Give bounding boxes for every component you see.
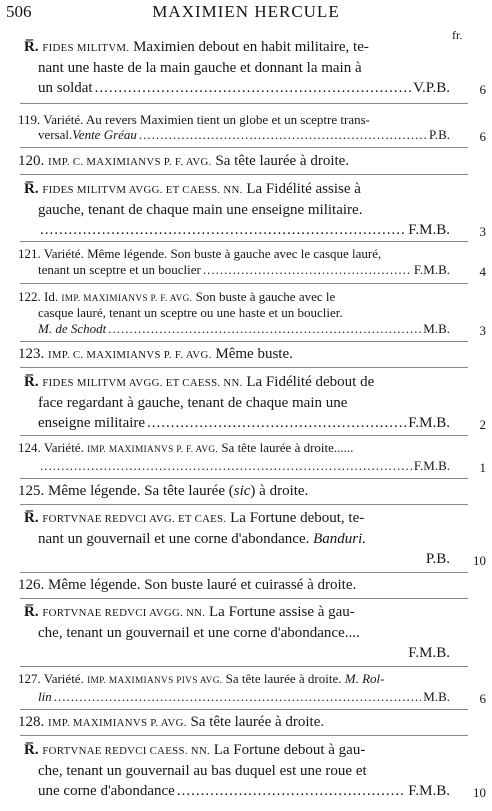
price-value: 10 bbox=[473, 553, 486, 568]
entry-separator bbox=[20, 709, 468, 710]
text-line: nant un gouvernail et une corne d'abondance. Banduri. bbox=[38, 531, 367, 547]
text-line: R̅. FORTVNAE REDVCI CAESS. NN. La Fortune debout à gau- bbox=[24, 742, 366, 758]
text-line: 122. Id. IMP. MAXIMIANVS P. F. AVG. Son buste à gauche avec le bbox=[18, 289, 336, 304]
text-line: ..... F.M.B. bbox=[38, 222, 450, 239]
entry-separator bbox=[20, 367, 468, 368]
entry-separator bbox=[20, 598, 468, 599]
column-label: fr. bbox=[452, 28, 463, 42]
text-line: M. de Schodt ..... M.B. bbox=[38, 321, 450, 337]
text-line: ..... F.M.B. bbox=[38, 458, 450, 474]
page-number: 506 bbox=[6, 2, 32, 21]
entry-separator bbox=[20, 504, 468, 505]
text-line: 120. IMP. C. MAXIMIANVS P. F. AVG. Sa tête laurée à droite. bbox=[18, 153, 350, 169]
text-line: P.B. bbox=[425, 551, 450, 567]
entry-separator bbox=[20, 435, 468, 436]
text-line: casque lauré, tenant un sceptre ou une haste et un bouclier. bbox=[38, 305, 343, 320]
text-line: R̅. FIDES MILITVM AVGG. ET CAESS. NN. La Fidélité debout de bbox=[24, 374, 375, 390]
text-line: R̅. FIDES MILITVM AVGG. ET CAESS. NN. La Fidélité assise à bbox=[24, 181, 361, 197]
text-line: une corne d'abondance ..... F.M.B. bbox=[38, 783, 450, 800]
text-line: gauche, tenant de chaque main une enseigne militaire. bbox=[38, 202, 363, 218]
price-value: 6 bbox=[479, 82, 486, 97]
running-title: MAXIMIEN HERCULE bbox=[152, 2, 340, 21]
text-line: R̅. FORTVNAE REDVCI AVGG. NN. La Fortune assise à gau- bbox=[24, 604, 355, 620]
entry-separator bbox=[20, 283, 468, 284]
text-line: nant une haste de la main gauche et donnant la main à bbox=[38, 60, 362, 76]
text-line: un soldat ..... V.P.B. bbox=[38, 80, 450, 97]
price-value: 6 bbox=[479, 129, 486, 144]
text-line: 126. Même légende. Son buste lauré et cuirassé à droite. bbox=[18, 577, 357, 593]
revers-mark: R̅. bbox=[24, 39, 39, 55]
entry-separator bbox=[20, 174, 468, 175]
price-value: 4 bbox=[479, 264, 486, 279]
text-line: che, tenant un gouvernail et une corne d'abondance.... bbox=[38, 625, 360, 641]
price-value: 2 bbox=[479, 417, 486, 432]
price-value: 6 bbox=[479, 691, 486, 706]
text-line: 123. IMP. C. MAXIMIANVS P. F. AVG. Même buste. bbox=[18, 346, 293, 362]
text-line: 121. Variété. Même légende. Son buste à gauche avec le casque lauré, bbox=[18, 246, 382, 261]
text-line: che, tenant un gouvernail au bas duquel est une roue et bbox=[38, 763, 367, 779]
text-line: 127. Variété. IMP. MAXIMIANVS PIVS AVG. Sa tête laurée à droite. M. Rol- bbox=[18, 671, 385, 686]
text-line: F.M.B. bbox=[408, 645, 450, 661]
text-line: lin ..... M.B. bbox=[38, 689, 450, 705]
entry-separator bbox=[20, 478, 468, 479]
legend: FIDES MILITVM. bbox=[42, 42, 130, 54]
entry-separator bbox=[20, 666, 468, 667]
entry-separator bbox=[20, 572, 468, 573]
price-value: 10 bbox=[473, 785, 486, 800]
text-line: 125. Même légende. Sa tête laurée (sic) à droite. bbox=[18, 483, 309, 499]
text-line: face regardant à gauche, tenant de chaque main une bbox=[38, 395, 348, 411]
price-value: 3 bbox=[479, 323, 486, 338]
entry-separator bbox=[20, 735, 468, 736]
price-value: 3 bbox=[479, 224, 486, 239]
text-line: 128. IMP. MAXIMIANVS P. AVG. Sa tête laurée à droite. bbox=[18, 714, 325, 730]
entry-separator bbox=[20, 103, 468, 104]
text-line: R̅. FORTVNAE REDVCI AVG. ET CAES. La Fortune debout, te- bbox=[24, 510, 365, 526]
text-line bbox=[24, 39, 369, 56]
price-value: 1 bbox=[479, 460, 486, 475]
text-line: 119. Variété. Au revers Maximien tient un globe et un sceptre trans- bbox=[18, 112, 370, 127]
text-line: tenant un sceptre et un bouclier ..... F.M.B. bbox=[38, 262, 450, 278]
text-line: enseigne militaire ..... F.M.B. bbox=[38, 415, 450, 432]
entry-separator bbox=[20, 241, 468, 242]
description: Maximien debout en habit militaire, te- bbox=[133, 39, 369, 55]
text-line: versal. Vente Gréau ..... P.B. bbox=[38, 127, 450, 143]
entry-separator bbox=[20, 341, 468, 342]
entry-separator bbox=[20, 147, 468, 148]
text-line: 124. Variété. IMP. MAXIMIANVS P. F. AVG. Sa tête laurée à droite...... bbox=[18, 440, 354, 455]
